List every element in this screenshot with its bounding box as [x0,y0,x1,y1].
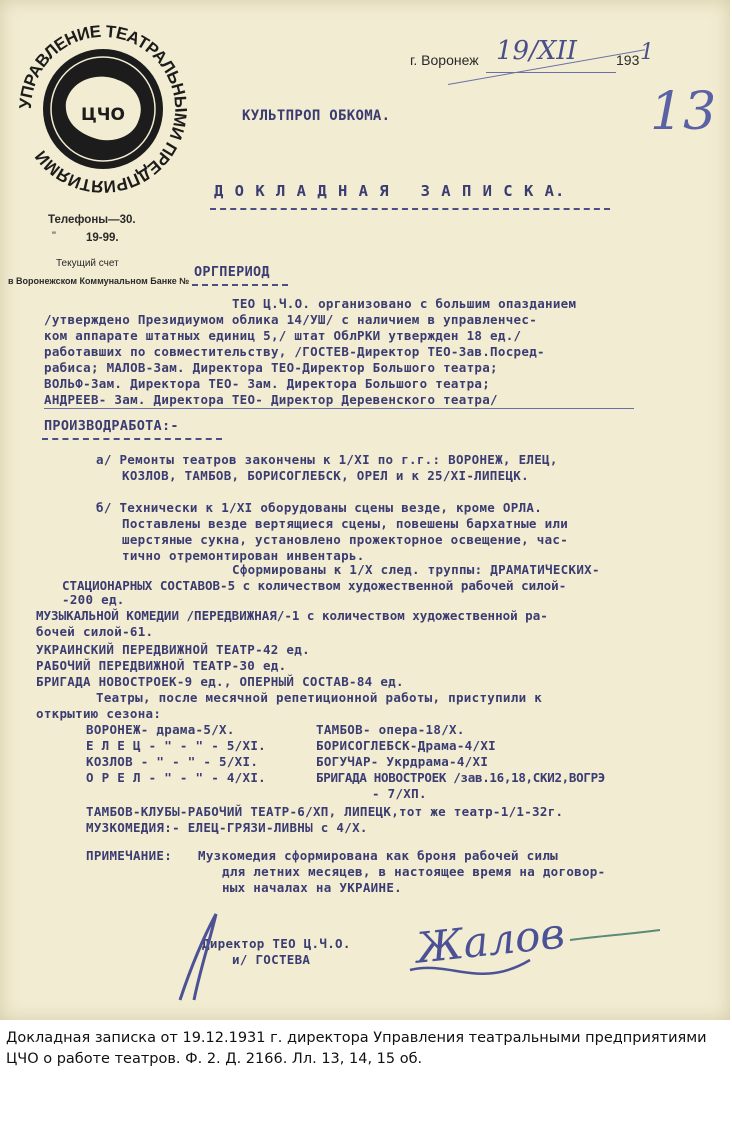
troupes-line: БРИГАДА НОВОСТРОЕК-9 ед., ОПЕРНЫЙ СОСТАВ-84 ед. [36,674,404,689]
phones-dot: " [52,230,56,242]
troupes-line: Сформированы к 1/X след. труппы: ДРАМАТИЧЕСКИХ- [232,562,600,577]
season-left: Е Л Е Ц - " - " - 5/XI. [86,738,266,753]
section-org-heading: ОРГПЕРИОД [194,264,270,280]
troupes-line: СТАЦИОНАРНЫХ СОСТАВОВ-5 с количеством художественной рабочей силой- [62,578,567,593]
org-line: ком аппарате штатных единиц 5,/ штат ОблРКИ утвержден 18 ед./ [44,328,522,343]
item-a-line: а/ Ремонты театров закончены к 1/XI по г.г.: ВОРОНЕЖ, ЕЛЕЦ, [96,452,558,467]
tail-line: ТАМБОВ-КЛУБЫ-РАБОЧИЙ ТЕАТР-6/ХП, ЛИПЕЦК,тот же театр-1/1-32г. [86,804,564,819]
handwritten-signature: Жалов [413,908,567,973]
troupes-line: МУЗЫКАЛЬНОЙ КОМЕДИИ /ПЕРЕДВИЖНАЯ/-1 с количеством художественной ра- [36,608,548,623]
season-left: ВОРОНЕЖ- драма-5/Х. [86,722,235,737]
season-right: БОРИСОГЛЕБСК-Драма-4/XI [316,738,496,753]
org-line: ВОЛЬФ-Зам. Директора ТЕО- Зам. Директора Большого театра; [44,376,491,391]
note-label: ПРИМЕЧАНИЕ: [86,848,173,863]
org-line: АНДРЕЕВ- Зам. Директора ТЕО- Директор Деревенского театра/ [44,392,498,407]
image-caption: Докладная записка от 19.12.1931 г. директора Управления театральными предприятиями ЦЧО о работе театров. Ф. 2. Д. 2166. Лл. 13, 14, 15 об. [6,1030,707,1067]
item-b-line: тично отремонтирован инвентарь. [122,548,365,563]
season-continuation: - 7/ХП. [372,786,427,801]
title-underline [210,208,610,210]
item-a-line: КОЗЛОВ, ТАМБОВ, БОРИСОГЛЕБСК, ОРЕЛ и к 25/XI-ЛИПЕЦК. [122,468,529,483]
troupes-line: РАБОЧИЙ ПЕРЕДВИЖНОЙ ТЕАТР-30 ед. [36,658,287,673]
signature-stroke [150,900,670,1014]
tail-line: МУЗКОМЕДИЯ:- ЕЛЕЦ-ГРЯЗИ-ЛИВНЫ с 4/Х. [86,820,368,835]
season-left: О Р Е Л - " - " - 4/XI. [86,770,266,785]
note-line: ных началах на УКРАИНЕ. [222,880,402,895]
logo-center-text: ЦЧО [81,105,125,125]
note-line: для летних месяцев, в настоящее время на договор- [222,864,606,879]
phones-label: Телефоны—30. [48,214,136,226]
margin-page-number: 13 [650,82,717,142]
org-line: работавших по совместительству, /ГОСТЕВ-Директор ТЕО-Зав.Посред- [44,344,545,359]
season-right: БРИГАДА НОВОСТРОЕК /зав.16,18,СКИ2,ВОГРЭ [316,770,606,785]
bank-label: в Воронежском Коммунальном Банке № [8,276,190,286]
org-line: рабиса; МАЛОВ-Зам. Директора ТЕО-Директор Большого театра; [44,360,498,375]
phones-number: 19-99. [86,232,119,244]
handwritten-year-suffix: 1 [640,40,654,65]
signature-title: Директор ТЕО Ц.Ч.О. [202,936,351,951]
signature-name: и/ ГОСТЕВА [232,952,311,967]
org-line: ТЕО Ц.Ч.О. организовано с большим опазданием [232,296,577,311]
org-line: /утверждено Президиумом облика 14/УШ/ с наличием в управленчес- [44,312,538,327]
troupes-line: УКРАИНСКИЙ ПЕРЕДВИЖНОЙ ТЕАТР-42 ед. [36,642,310,657]
season-left: КОЗЛОВ - " - " - 5/XI. [86,754,259,769]
logo-ring-text: УПРАВЛЕНИЕ ТЕАТРАЛЬНЫМИ ПРЕДПРИЯТИЯМИ [15,21,191,197]
season-right: ТАМБОВ- опера-18/Х. [316,722,465,737]
section-prod-heading: ПРОИЗВОДРАБОТА:- [44,418,179,434]
troupes-line: бочей силой-61. [36,624,154,639]
troupes-line: Театры, после месячной репетиционной работы, приступили к [96,690,543,705]
prod-heading-underline [42,438,222,440]
item-b-line: б/ Технически к 1/XI оборудованы сцены везде, кроме ОРЛА. [96,500,543,515]
org-heading-underline [192,284,288,286]
note-line: Музкомедия сформирована как броня рабочей силы [198,848,558,863]
org-underline [44,408,634,409]
document-title: Д О К Л А Д Н А Я З А П И С К А. [214,182,566,200]
handwritten-date: 19/XII [496,36,577,66]
year-label: 193 [616,52,640,68]
item-b-line: шерстяные сукна, установлено прожекторное освещение, час- [122,532,569,547]
troupes-line: открытию сезона: [36,706,162,721]
item-b-line: Поставлены везде вертящиеся сцены, повешены бархатные или [122,516,569,531]
troupes-line: -200 ед. [62,592,125,607]
addressee: КУЛЬТПРОП ОБКОМА. [242,108,391,124]
city-label: г. Воронеж [410,52,479,68]
account-label: Текущий счет [56,258,119,269]
season-right: БОГУЧАР- Укрдрама-4/XI [316,754,489,769]
theatre-management-logo [14,20,192,198]
